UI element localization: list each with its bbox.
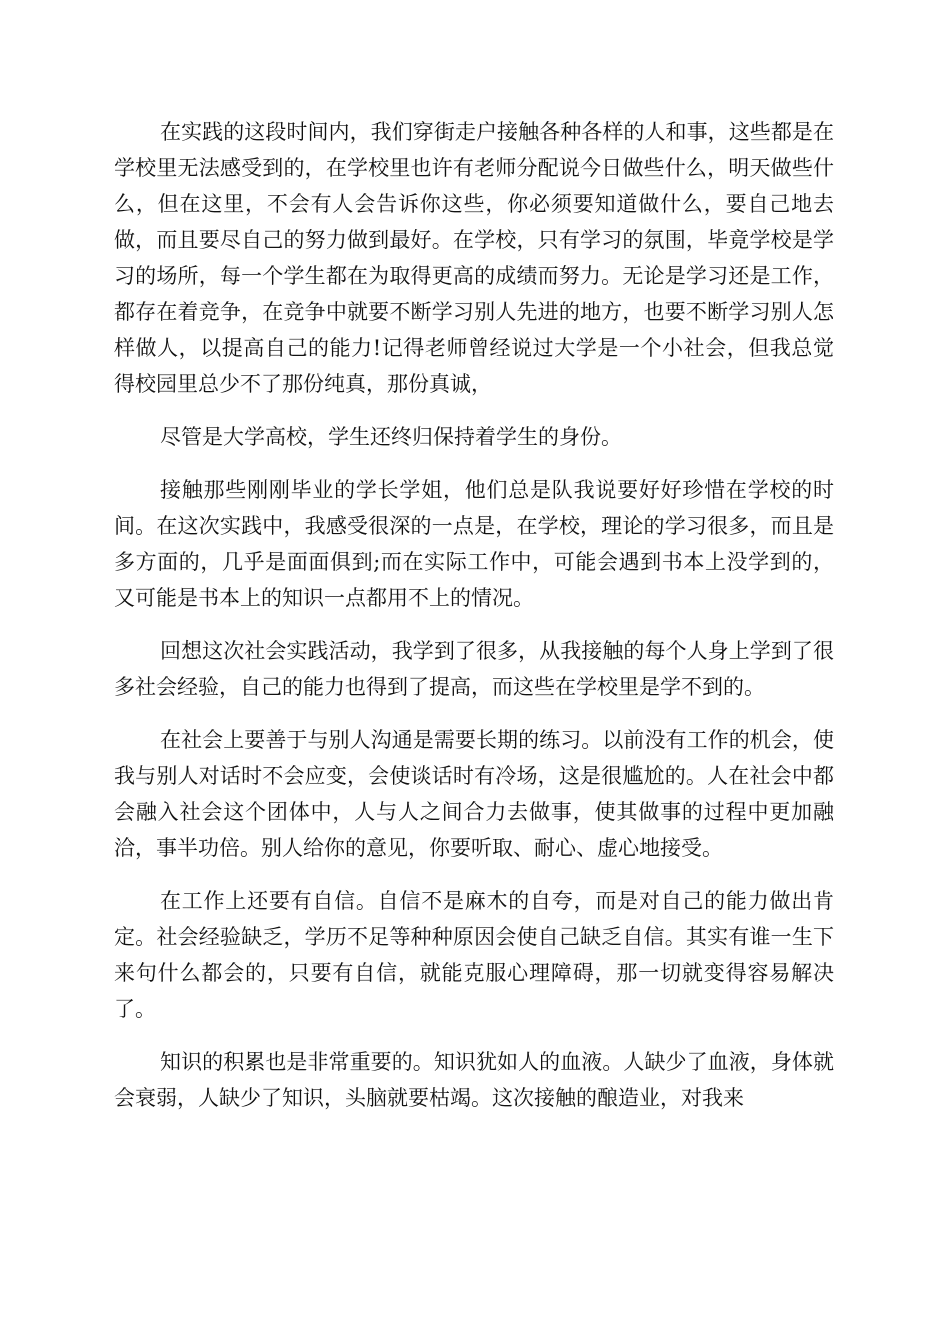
paragraph-5: 在社会上要善于与别人沟通是需要长期的练习。以前没有工作的机会，使我与别人对话时不会应变，会使谈话时有冷场，这是很尴尬的。人在社会中都会融入社会这个团体中，人与人之间合力去做事，使其做事的过程中更加融洽，事半功倍。别人给你的意见，你要听取、耐心、虚心地接受。 — [114, 728, 834, 860]
paragraph-6: 在工作上还要有自信。自信不是麻木的自夸，而是对自己的能力做出肯定。社会经验缺乏，学历不足等种种原因会使自己缺乏自信。其实有谁一生下来句什么都会的，只要有自信，就能克服心理障碍，那一切就变得容易解决了。 — [114, 889, 834, 1021]
paragraph-7: 知识的积累也是非常重要的。知识犹如人的血液。人缺少了血液，身体就会衰弱，人缺少了知识，头脑就要枯竭。这次接触的酿造业，对我来 — [114, 1050, 834, 1110]
paragraph-4: 回想这次社会实践活动，我学到了很多，从我接触的每个人身上学到了很多社会经验，自己的能力也得到了提高，而这些在学校里是学不到的。 — [114, 639, 834, 699]
paragraph-3: 接触那些刚刚毕业的学长学姐，他们总是队我说要好好珍惜在学校的时间。在这次实践中，我感受很深的一点是，在学校，理论的学习很多，而且是多方面的，几乎是面面俱到;而在实际工作中，可能会遇到书本上没学到的，又可能是书本上的知识一点都用不上的情况。 — [114, 478, 834, 610]
document-page — [114, 114, 834, 1133]
paragraph-2: 尽管是大学高校，学生还终归保持着学生的身份。 — [160, 425, 622, 449]
paragraph-1: 在实践的这段时间内，我们穿街走户接触各种各样的人和事，这些都是在学校里无法感受到的，在学校里也许有老师分配说今日做些什么，明天做些什么，但在这里，不会有人会告诉你这些，你必须要知道做什么，要自己地去做，而且要尽自己的努力做到最好。在学校，只有学习的氛围，毕竟学校是学习的场所，每一个学生都在为取得更高的成绩而努力。无论是学习还是工作，都存在着竞争，在竞争中就要不断学习别人先进的地方，也要不断学习别人怎样做人，以提高自己的能力!记得老师曾经说过大学是一个小社会，但我总觉得校园里总少不了那份纯真，那份真诚， — [114, 120, 834, 396]
